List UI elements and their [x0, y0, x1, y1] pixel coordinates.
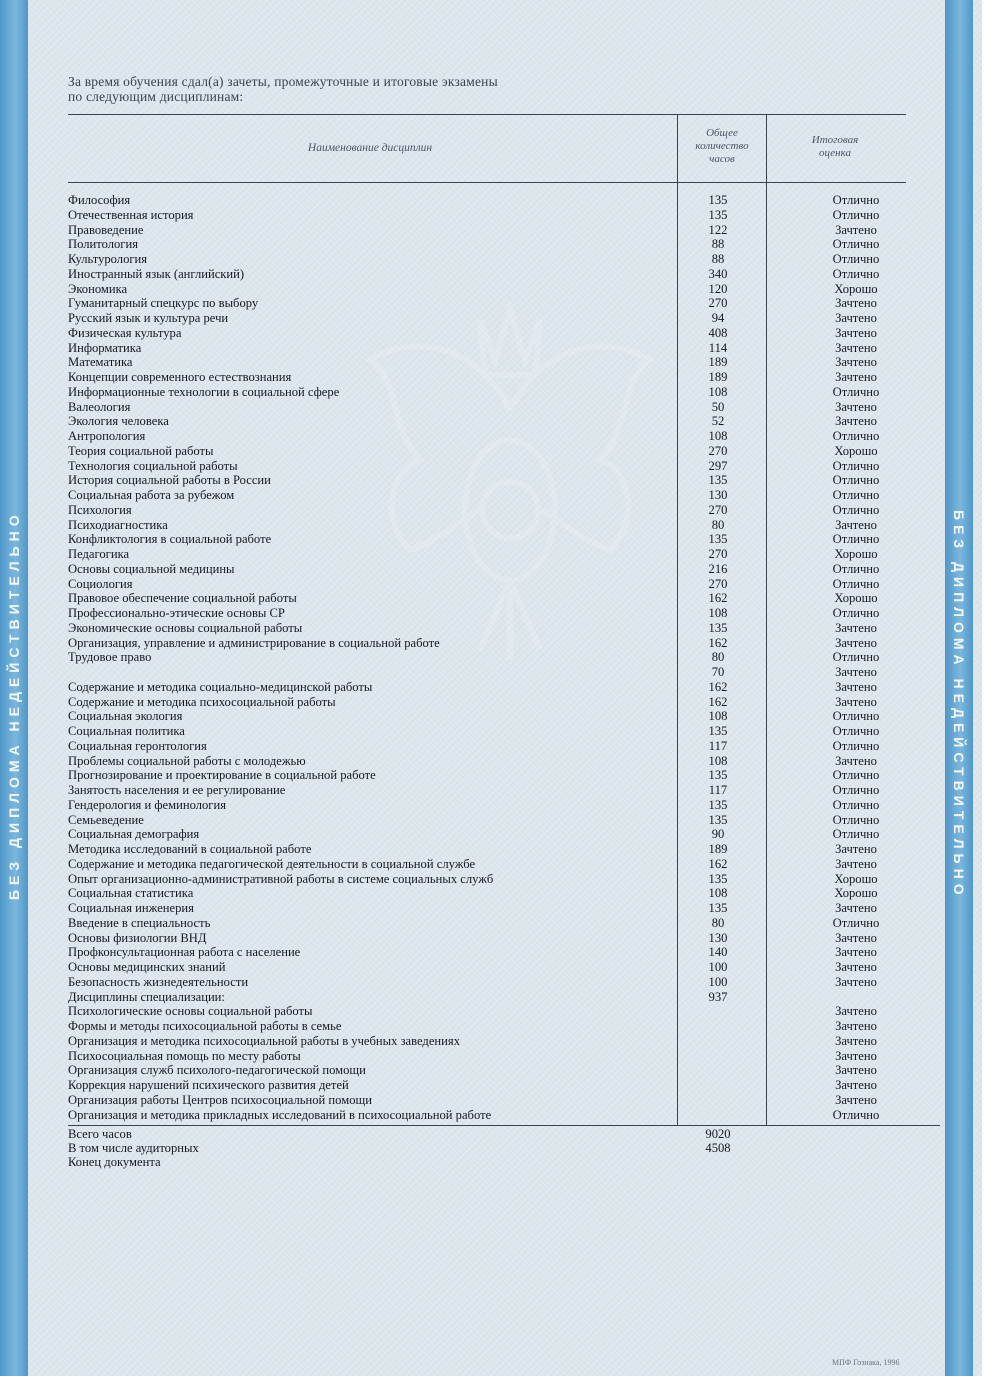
- final-grade: Зачтено: [835, 901, 877, 915]
- final-grade: Отлично: [832, 724, 880, 738]
- final-grade: Зачтено: [835, 930, 877, 945]
- hours-value: 135: [708, 797, 728, 812]
- table-row: [68, 1063, 948, 1078]
- final-grade: Отлично: [832, 783, 880, 797]
- right-security-band: [945, 0, 973, 1376]
- discipline-name: Психология: [68, 502, 132, 517]
- final-grade: Хорошо: [834, 886, 878, 901]
- discipline-name: Основы физиологии ВНД: [68, 930, 207, 945]
- final-grade: Зачтено: [835, 1078, 877, 1092]
- hours-header-line-1: Общее: [706, 127, 738, 139]
- final-grade: Зачтено: [835, 340, 877, 355]
- table-row: [68, 709, 948, 724]
- hours-value: 162: [708, 679, 728, 694]
- final-grade: Отлично: [832, 915, 880, 930]
- totals-row: [68, 1155, 948, 1169]
- final-grade: Хорошо: [834, 281, 878, 296]
- table-row: [68, 193, 948, 208]
- final-grade: Зачтено: [835, 753, 877, 768]
- table-row: [68, 473, 948, 488]
- totals-row: [68, 1127, 948, 1141]
- discipline-name: Концепции современного естествознания: [68, 370, 292, 384]
- hours-value: 70: [711, 665, 725, 679]
- discipline-name: Конфликтология в социальной работе: [68, 532, 272, 547]
- table-row: [68, 370, 948, 385]
- final-grade: Зачтено: [835, 1092, 877, 1107]
- table-row: [68, 695, 948, 710]
- table-row: [68, 724, 948, 739]
- hours-value: 50: [711, 399, 725, 414]
- hours-value: 140: [708, 945, 728, 960]
- final-grade: Отлично: [832, 812, 880, 827]
- discipline-name: Антропология: [68, 429, 146, 443]
- table-row: [68, 429, 948, 444]
- final-grade: Хорошо: [834, 591, 878, 606]
- discipline-name: В том числе аудиторных: [68, 1141, 199, 1155]
- final-grade: Отлично: [832, 458, 880, 473]
- final-grade: Зачтено: [835, 296, 877, 311]
- final-grade: Зачтено: [835, 517, 877, 532]
- discipline-name: Математика: [68, 355, 133, 370]
- table-row: [68, 739, 948, 754]
- hours-value: 117: [708, 738, 728, 753]
- final-grade: Зачтено: [835, 679, 877, 694]
- final-grade: Отлично: [832, 709, 880, 724]
- hours-value: 108: [708, 606, 728, 620]
- final-grade: Зачтено: [835, 311, 877, 325]
- hours-value: 94: [711, 311, 725, 325]
- discipline-name: Социальная демография: [68, 827, 200, 842]
- intro-line-2: по следующим дисциплинам:: [68, 89, 244, 104]
- discipline-name: Политология: [68, 237, 138, 252]
- hours-value: 189: [708, 842, 728, 856]
- final-grade: Зачтено: [835, 1033, 877, 1048]
- final-grade: Отлично: [832, 532, 880, 547]
- final-grade: Отлично: [832, 738, 880, 753]
- table-row: [68, 872, 948, 887]
- discipline-name: Правоведение: [68, 222, 144, 237]
- table-row: [68, 754, 948, 769]
- table-row: [68, 311, 948, 326]
- discipline-name: Культурология: [68, 252, 148, 266]
- table-row: [68, 665, 948, 680]
- final-grade: Отлично: [832, 473, 880, 488]
- hours-value: 80: [711, 915, 725, 930]
- hours-value: 340: [708, 266, 728, 281]
- final-grade: Отлично: [832, 576, 880, 591]
- final-grade: Отлично: [832, 650, 880, 665]
- discipline-name: Организация служб психолого-педагогической помощи: [68, 1063, 366, 1078]
- hours-value: 135: [708, 193, 728, 207]
- discipline-name: Профессионально-этические основы СР: [68, 606, 285, 620]
- table-row: [68, 385, 948, 400]
- printer-mark: МПФ Гознака, 1996: [832, 1358, 900, 1367]
- final-grade: Хорошо: [834, 871, 878, 886]
- discipline-name: Формы и методы психосоциальной работы в семье: [68, 1019, 342, 1033]
- table-row: [68, 1019, 948, 1034]
- final-grade: Отлично: [832, 207, 880, 222]
- table-row: [68, 650, 948, 665]
- final-grade: Отлично: [832, 266, 880, 281]
- discipline-name: Коррекция нарушений психического развития детей: [68, 1078, 349, 1092]
- table-row: [68, 341, 948, 356]
- hours-value: 135: [708, 207, 728, 222]
- table-row: [68, 237, 948, 252]
- discipline-name: Гуманитарный спецкурс по выбору: [68, 296, 259, 311]
- discipline-name: Социальная экология: [68, 709, 183, 724]
- column-header-hours: [681, 127, 763, 166]
- table-row: [68, 798, 948, 813]
- table-row: [68, 945, 948, 960]
- discipline-name: Содержание и методика педагогической деятельности в социальной службе: [68, 856, 476, 871]
- table-row: [68, 960, 948, 975]
- hours-value: 130: [708, 488, 728, 502]
- final-grade: Зачтено: [835, 960, 877, 974]
- left-security-band: [0, 0, 28, 1376]
- table-row: [68, 990, 948, 1005]
- discipline-name: Семьеведение: [68, 812, 144, 827]
- discipline-name: Занятость населения и ее регулирование: [68, 783, 286, 797]
- final-grade: Отлично: [832, 488, 880, 502]
- hours-value: 270: [708, 547, 728, 561]
- final-grade: Зачтено: [835, 945, 877, 960]
- hours-value: 189: [708, 370, 728, 384]
- column-header-name: Наименование дисциплин: [307, 142, 433, 154]
- discipline-name: Организация и методика психосоциальной работы в учебных заведениях: [68, 1033, 460, 1048]
- table-row: [68, 296, 948, 311]
- hours-value: 88: [711, 237, 725, 252]
- table-row: [68, 857, 948, 872]
- final-grade: Зачтено: [835, 1063, 877, 1078]
- discipline-name: Экономические основы социальной работы: [68, 620, 303, 635]
- final-grade: Зачтено: [835, 399, 877, 414]
- final-grade: Зачтено: [835, 694, 877, 709]
- table-row: [68, 252, 948, 267]
- left-band-text: БЕЗ ДИПЛОМА НЕДЕЙСТВИТЕЛЬНО: [6, 510, 22, 900]
- discipline-name: Организация, управление и администрирование в социальной работе: [68, 635, 440, 650]
- final-grade: Зачтено: [835, 974, 877, 989]
- table-row: [68, 783, 948, 798]
- table-row: [68, 901, 948, 916]
- hours-value: 135: [708, 724, 728, 738]
- table-row: [68, 1108, 948, 1123]
- hours-value: 135: [708, 768, 728, 783]
- hours-value: 270: [708, 443, 728, 458]
- hours-value: 135: [708, 473, 728, 488]
- table-row: [68, 827, 948, 842]
- discipline-name: Содержание и методика социально-медицинской работы: [68, 679, 373, 694]
- discipline-name: Физическая культура: [68, 325, 182, 340]
- totals-top-rule: [68, 1125, 940, 1126]
- discipline-name: Всего часов: [68, 1127, 132, 1141]
- table-row: [68, 400, 948, 415]
- discipline-name: Организация и методика прикладных исследований в психосоциальной работе: [68, 1107, 492, 1122]
- table-row: [68, 488, 948, 503]
- hours-value: 297: [708, 458, 728, 473]
- hours-value: 937: [708, 989, 728, 1004]
- final-grade: Хорошо: [834, 443, 878, 458]
- discipline-name: Опыт организационно-административной работы в системе социальных служб: [68, 871, 494, 886]
- discipline-name: Конец документа: [68, 1155, 161, 1169]
- hours-value: 189: [708, 355, 728, 370]
- discipline-name: Социальная работа за рубежом: [68, 488, 235, 502]
- discipline-name: Социальная политика: [68, 724, 185, 738]
- table-row: [68, 267, 948, 282]
- table-row: [68, 355, 948, 370]
- hours-value: 4508: [705, 1141, 731, 1155]
- hours-value: 135: [708, 901, 728, 915]
- table-row: [68, 931, 948, 946]
- discipline-name: Информационные технологии в социальной сфере: [68, 384, 340, 399]
- discipline-name: Экология человека: [68, 414, 169, 429]
- final-grade: Зачтено: [835, 325, 877, 340]
- hours-header-line-2: количество: [695, 140, 749, 152]
- discipline-name: Информатика: [68, 340, 142, 355]
- discipline-name: Психосоциальная помощь по месту работы: [68, 1048, 301, 1063]
- table-row: [68, 282, 948, 297]
- final-grade: Отлично: [832, 827, 880, 842]
- hours-value: 117: [708, 783, 728, 797]
- hours-value: 216: [708, 561, 728, 576]
- table-row: [68, 414, 948, 429]
- final-grade: Зачтено: [835, 414, 877, 429]
- hours-value: 120: [708, 281, 728, 296]
- discipline-name: Психологические основы социальной работы: [68, 1004, 313, 1019]
- table-row: [68, 621, 948, 636]
- discipline-name: Профконсультационная работа с население: [68, 945, 301, 960]
- disciplines-table-body: [68, 193, 948, 1122]
- final-grade: Зачтено: [835, 620, 877, 635]
- hours-value: 9020: [705, 1127, 731, 1141]
- final-grade: Хорошо: [834, 547, 878, 561]
- table-row: [68, 886, 948, 901]
- final-grade: Зачтено: [835, 1004, 877, 1019]
- hours-value: 135: [708, 812, 728, 827]
- hours-value: 270: [708, 502, 728, 517]
- hours-value: 100: [708, 974, 728, 989]
- hours-value: 88: [711, 252, 725, 266]
- final-grade: Зачтено: [835, 856, 877, 871]
- hours-value: 135: [708, 871, 728, 886]
- table-row: [68, 1034, 948, 1049]
- discipline-name: Безопасность жизнедеятельности: [68, 974, 249, 989]
- final-grade: Зачтено: [835, 842, 877, 856]
- hours-value: 52: [711, 414, 725, 429]
- discipline-name: Теория социальной работы: [68, 443, 214, 458]
- table-row: [68, 680, 948, 695]
- discipline-name: Основы социальной медицины: [68, 561, 235, 576]
- table-row: [68, 1078, 948, 1093]
- hours-value: 80: [711, 650, 725, 665]
- hours-value: 162: [708, 591, 728, 606]
- table-row: [68, 975, 948, 990]
- table-row: [68, 1049, 948, 1064]
- final-grade: Отлично: [832, 768, 880, 783]
- table-row: [68, 459, 948, 474]
- discipline-name: Правовое обеспечение социальной работы: [68, 591, 297, 606]
- hours-value: 80: [711, 517, 725, 532]
- totals-block: [68, 1127, 948, 1169]
- discipline-name: Социальная геронтология: [68, 738, 207, 753]
- right-band-text: БЕЗ ДИПЛОМА НЕДЕЙСТВИТЕЛЬНО: [951, 510, 967, 900]
- table-row: [68, 813, 948, 828]
- table-row: [68, 768, 948, 783]
- discipline-name: Социология: [68, 576, 133, 591]
- final-grade: Отлично: [832, 502, 880, 517]
- hours-value: 270: [708, 576, 728, 591]
- hours-value: 270: [708, 296, 728, 311]
- discipline-name: Русский язык и культура речи: [68, 311, 229, 325]
- discipline-name: Методика исследований в социальной работе: [68, 842, 312, 856]
- final-grade: Зачтено: [835, 635, 877, 650]
- hours-value: 135: [708, 532, 728, 547]
- final-grade: Отлично: [832, 252, 880, 266]
- discipline-name: Валеология: [68, 399, 131, 414]
- discipline-name: Основы медицинских знаний: [68, 960, 226, 974]
- final-grade: Зачтено: [835, 222, 877, 237]
- discipline-name: Психодиагностика: [68, 517, 168, 532]
- table-row: [68, 208, 948, 223]
- column-header-grade: [790, 134, 880, 160]
- grade-header-line-1: Итоговая: [811, 134, 859, 146]
- table-row: [68, 842, 948, 857]
- table-row: [68, 577, 948, 592]
- discipline-name: Гендерология и феминология: [68, 797, 226, 812]
- hours-value: 130: [708, 930, 728, 945]
- discipline-name: Организация работы Центров психосоциальной помощи: [68, 1092, 372, 1107]
- final-grade: Отлично: [832, 606, 880, 620]
- discipline-name: История социальной работы в России: [68, 473, 271, 488]
- final-grade: Отлично: [832, 429, 880, 443]
- discipline-name: Прогнозирование и проектирование в социальной работе: [68, 768, 376, 783]
- table-row: [68, 591, 948, 606]
- discipline-name: Иностранный язык (английский): [68, 266, 245, 281]
- table-row: [68, 1093, 948, 1108]
- table-row: [68, 532, 948, 547]
- hours-value: 108: [708, 753, 728, 768]
- final-grade: Отлично: [832, 193, 880, 207]
- discipline-name: Содержание и методика психосоциальной работы: [68, 694, 336, 709]
- discipline-name: Дисциплины специализации:: [68, 989, 225, 1004]
- final-grade: Зачтено: [835, 370, 877, 384]
- final-grade: Отлично: [832, 384, 880, 399]
- hours-value: 114: [708, 340, 728, 355]
- discipline-name: Проблемы социальной работы с молодежью: [68, 753, 306, 768]
- hours-value: 135: [708, 620, 728, 635]
- hours-header-line-3: часов: [709, 153, 735, 165]
- hours-value: 122: [708, 222, 728, 237]
- hours-value: 108: [708, 429, 728, 443]
- discipline-name: Технология социальной работы: [68, 458, 238, 473]
- discipline-name: Социальная инженерия: [68, 901, 194, 915]
- hours-value: 108: [708, 709, 728, 724]
- hours-value: 162: [708, 694, 728, 709]
- final-grade: Зачтено: [835, 355, 877, 370]
- hours-value: 108: [708, 886, 728, 901]
- table-row: [68, 223, 948, 238]
- intro-text: [68, 74, 668, 104]
- grade-header-line-2: оценка: [819, 147, 851, 159]
- table-top-rule: [68, 114, 906, 115]
- final-grade: Отлично: [832, 797, 880, 812]
- discipline-name: Философия: [68, 193, 131, 207]
- hours-value: 408: [708, 325, 728, 340]
- table-row: [68, 606, 948, 621]
- table-row: [68, 503, 948, 518]
- hours-value: 162: [708, 856, 728, 871]
- hours-value: 90: [711, 827, 725, 842]
- hours-value: 162: [708, 635, 728, 650]
- table-row: [68, 444, 948, 459]
- final-grade: Зачтено: [835, 1019, 877, 1033]
- final-grade: Отлично: [832, 237, 880, 252]
- discipline-name: Экономика: [68, 281, 128, 296]
- final-grade: Зачтено: [835, 665, 877, 679]
- discipline-name: Введение в специальность: [68, 915, 211, 930]
- discipline-name: Педагогика: [68, 547, 130, 561]
- hours-value: 108: [708, 384, 728, 399]
- table-row: [68, 518, 948, 533]
- table-row: [68, 326, 948, 341]
- table-row: [68, 547, 948, 562]
- discipline-name: Социальная статистика: [68, 886, 194, 901]
- table-row: [68, 1004, 948, 1019]
- header-bottom-rule: [68, 182, 906, 183]
- discipline-name: Отечественная история: [68, 207, 194, 222]
- table-row: [68, 636, 948, 651]
- final-grade: Зачтено: [835, 1048, 877, 1063]
- hours-value: 100: [708, 960, 728, 974]
- discipline-name: Трудовое право: [68, 650, 152, 665]
- table-row: [68, 916, 948, 931]
- final-grade: Отлично: [832, 561, 880, 576]
- intro-line-1: За время обучения сдал(а) зачеты, промежуточные и итоговые экзамены: [68, 74, 498, 89]
- totals-row: [68, 1141, 948, 1155]
- final-grade: Отлично: [832, 1107, 880, 1122]
- table-row: [68, 562, 948, 577]
